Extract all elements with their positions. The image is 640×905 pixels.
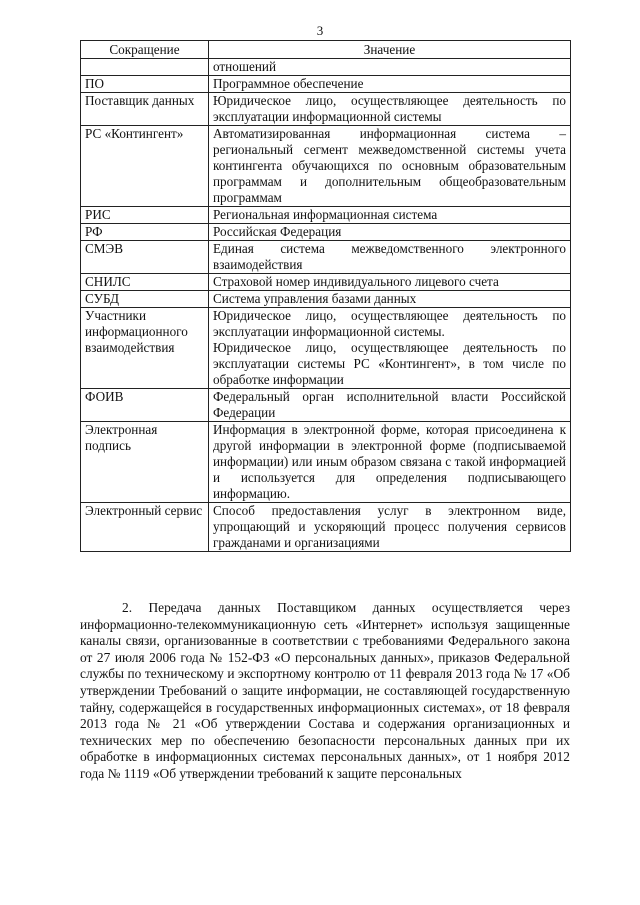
- abbreviation-cell: СМЭВ: [81, 241, 209, 274]
- meaning-cell: [209, 76, 571, 93]
- meaning-text: Юридическое лицо, осуществляющее деятельность по эксплуатации системы РС «Контингент», в том числе по обработке информации: [213, 340, 566, 387]
- table-row: [81, 224, 571, 241]
- table-row: [81, 308, 571, 389]
- table-row: [81, 76, 571, 93]
- meaning-text: Единая система межведомственного электронного взаимодействия: [213, 241, 566, 272]
- table-row: [81, 241, 571, 274]
- table-row: [81, 126, 571, 207]
- abbreviation-cell: Участники информационного взаимодействия: [81, 308, 209, 389]
- meaning-cell: [209, 389, 571, 422]
- abbreviation-cell: РИС: [81, 207, 209, 224]
- meaning-cell: [209, 224, 571, 241]
- abbreviation-cell: [81, 59, 209, 76]
- meaning-cell: [209, 422, 571, 503]
- meaning-cell: [209, 274, 571, 291]
- meaning-text: Юридическое лицо, осуществляющее деятельность по эксплуатации информационной системы.: [213, 308, 566, 339]
- abbreviation-cell: Электронная подпись: [81, 422, 209, 503]
- meaning-text: Информация в электронной форме, которая присоединена к другой информации в электронной форме (подписываемой информации) или иным образом связана с такой информацией и используется для определения подписывающего информацию.: [213, 422, 566, 501]
- meaning-cell: [209, 93, 571, 126]
- abbreviation-cell: СНИЛС: [81, 274, 209, 291]
- table-row: [81, 503, 571, 552]
- meaning-cell: [209, 207, 571, 224]
- abbreviation-cell: ПО: [81, 76, 209, 93]
- meaning-cell: [209, 126, 571, 207]
- body-paragraph: 2. Передача данных Поставщиком данных осуществляется через информационно-телекоммуникационную сеть «Интернет» используя защищенные каналы связи, организованные в соответствии с требованиями Федерального закона от 27 июля 2006 года № 152-ФЗ «О персональных данных», приказов Федеральной службы по техническому и экспортному контролю от 11 февраля 2013 года № 17 «Об утверждении Требований о защите информации, не составляющей государственную тайну, содержащейся в государственных информационных системах», от 18 февраля 2013 года № 21 «Об утверждении Состава и содержания организационных и технических мер по обеспечению безопасности персональных данных при их обработке в информационных системах персональных данных», от 1 ноября 2012 года № 1119 «Об утверждении требований к защите персональных: [80, 600, 570, 781]
- meaning-text: Страховой номер индивидуального лицевого счета: [213, 274, 499, 289]
- abbreviations-table: [80, 40, 571, 552]
- meaning-text: Российская Федерация: [213, 224, 342, 239]
- abbreviation-cell: РС «Контингент»: [81, 126, 209, 207]
- header-meaning: Значение: [209, 41, 571, 59]
- meaning-cell: [209, 308, 571, 389]
- page-number: 3: [316, 23, 324, 38]
- meaning-cell: [209, 291, 571, 308]
- abbreviation-cell: ФОИВ: [81, 389, 209, 422]
- meaning-cell: [209, 241, 571, 274]
- table-row: [81, 207, 571, 224]
- abbreviation-cell: Электронный сервис: [81, 503, 209, 552]
- table-row: [81, 93, 571, 126]
- meaning-cell: [209, 503, 571, 552]
- table-row: [81, 422, 571, 503]
- meaning-text: Региональная информационная система: [213, 207, 438, 222]
- meaning-cell: [209, 59, 571, 76]
- table-row: [81, 291, 571, 308]
- meaning-text: Федеральный орган исполнительной власти Российской Федерации: [213, 389, 566, 420]
- meaning-text: Автоматизированная информационная система – региональный сегмент межведомственной системы учета контингента обучающихся по основным образовательным программам и дополнительным общеобразовательным программам: [213, 126, 566, 205]
- meaning-text: Система управления базами данных: [213, 291, 417, 306]
- meaning-text: Юридическое лицо, осуществляющее деятельность по эксплуатации информационной системы: [213, 93, 566, 124]
- header-abbreviation: Сокращение: [81, 41, 209, 59]
- abbreviation-cell: СУБД: [81, 291, 209, 308]
- meaning-text: отношений: [213, 59, 277, 74]
- table-header-row: [81, 41, 571, 59]
- abbreviation-cell: РФ: [81, 224, 209, 241]
- meaning-text: Способ предоставления услуг в электронном виде, упрощающий и ускоряющий процесс получения сервисов гражданами и организациями: [213, 503, 566, 550]
- table-row: [81, 274, 571, 291]
- table-row: [81, 59, 571, 76]
- table-body: [81, 59, 571, 552]
- abbreviation-cell: Поставщик данных: [81, 93, 209, 126]
- table-row: [81, 389, 571, 422]
- meaning-text: Программное обеспечение: [213, 76, 364, 91]
